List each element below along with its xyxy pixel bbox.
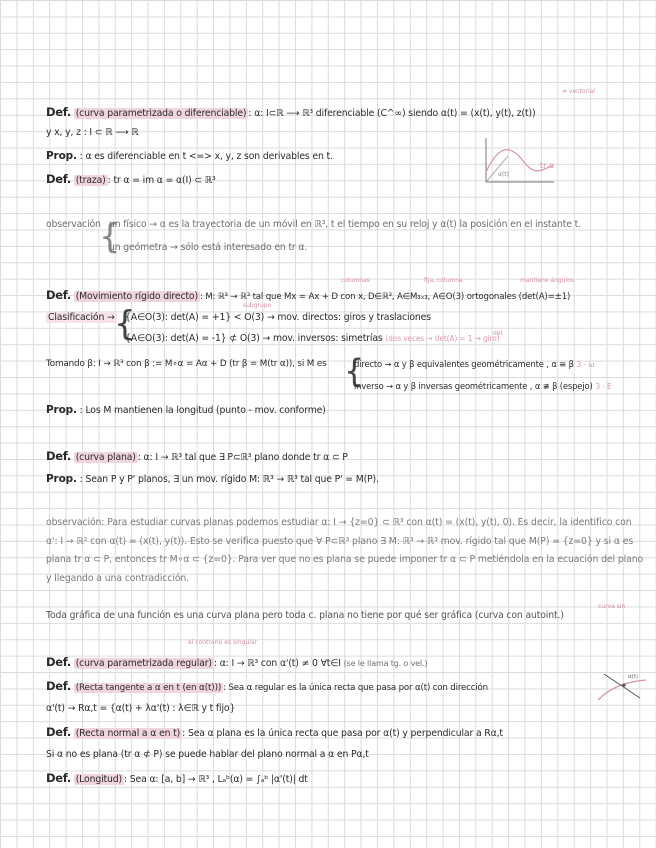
prop-body: : Sean P y P' planos, ∃ un mov. rígido M: ℝ³ → ℝ³ tal que P' = M(P). <box>79 474 379 485</box>
case1-note: 3 - ω <box>576 360 595 369</box>
def-title: (traza) <box>75 175 106 186</box>
annotation-det: det <box>493 330 503 337</box>
def-label: Def. <box>46 449 71 463</box>
def-title: (curva plana) <box>75 452 136 463</box>
def-body: : α: I → ℝ³ tal que ∃ P⊂ℝ³ plano donde tr α ⊂ P <box>137 452 348 463</box>
alpha-label: α(t) <box>498 171 509 178</box>
annotation-contrario: el contrario es singular <box>188 639 257 646</box>
case1-text: directo → α y β equivalentes geométricamente , α ≡ β <box>354 359 574 369</box>
definition-recta-normal <box>46 726 644 740</box>
tomando-brace: { <box>344 352 365 390</box>
tangent-point <box>622 683 625 686</box>
definition-recta-tangente <box>46 680 644 694</box>
clasif-item-directos: {A∈O(3): det(A) = +1} < O(3) → mov. directos: giros y traslaciones <box>125 312 431 323</box>
definition-curva-regular <box>46 656 644 670</box>
prop-label: Prop. <box>46 473 77 485</box>
tomando-case-inverso <box>354 380 644 393</box>
proposition-planos <box>46 473 644 486</box>
def-title: (curva parametrizada o diferenciable) <box>75 108 247 119</box>
definition-longitud <box>46 772 644 786</box>
tangent-figure <box>594 668 650 704</box>
clasif-brace: { <box>114 304 136 344</box>
def-title: (Movimiento rígido directo) <box>75 291 198 302</box>
def-label: Def. <box>46 679 71 693</box>
obs-line-2: un geómetra → sólo está interesado en tr α. <box>109 242 308 253</box>
def-label: Def. <box>46 655 71 669</box>
def-label: Def. <box>46 105 71 119</box>
def-body: : tr α = im α = α(I) ⊂ ℝ³ <box>107 175 216 186</box>
annotation-vectorial: ≠ vectorial <box>562 88 595 95</box>
obs-line-1: un físico → α es la trayectoria de un móvil en ℝ³, t el tiempo en su reloj y α(t) la posición en el instante t. <box>109 219 581 230</box>
observation-2-last: Toda gráfica de una función es una curva plana pero toda c. plana no tiene por qué ser gráfica (curva con autoint.) <box>46 610 564 621</box>
clasif-item-inversos <box>125 333 644 345</box>
trace-label: tr α <box>540 161 555 170</box>
clasif-item2-note: (dos veces → det(A) = 1 → giro) <box>385 334 500 343</box>
annotation-fija: fija, columna <box>424 277 463 284</box>
def-note: (se le llama tg. o vel.) <box>343 659 428 668</box>
tomando-case-directo <box>354 358 644 371</box>
def-body: : Sea α plana es la única recta que pasa por α(t) y perpendicular a Rα,t <box>182 728 503 739</box>
annotation-mantiene: mantiene ángulos <box>520 277 574 284</box>
def-title: (curva parametrizada regular) <box>75 658 212 669</box>
case2-note: 3 - E <box>595 382 612 391</box>
definition-curva-parametrizada <box>46 106 644 120</box>
position-vector <box>486 156 508 182</box>
tangent-label: α(t) <box>628 674 639 680</box>
definition-recta-normal-line2: Si α no es plana (tr α ⊄ P) se puede hablar del plano normal a α en Pα,t <box>46 749 369 760</box>
def-title: (Recta tangente a α en t (en α(t))) <box>75 683 222 693</box>
prop-label: Prop. <box>46 150 77 162</box>
def-label: Def. <box>46 288 71 302</box>
obs-brace: { <box>99 217 121 257</box>
def-label: Def. <box>46 771 71 785</box>
prop-label: Prop. <box>46 404 77 416</box>
clasif-label-text: Clasificación → <box>48 312 115 323</box>
def-title: (Recta normal a α en t) <box>75 728 181 739</box>
def-body: : α: I⊂ℝ ⟶ ℝ³ diferenciable (C^∞) siendo α(t) = (x(t), y(t), z(t)) <box>248 108 536 119</box>
obs-label: observación <box>46 219 101 230</box>
definition-movimiento-rigido <box>46 289 644 303</box>
clasif-item2-text: {A∈O(3): det(A) = -1} ⊄ O(3) → mov. inversos: simetrías <box>125 333 383 344</box>
proposition-longitud <box>46 404 644 417</box>
case2-text: inverso → α y β inversas geométricamente , α ≢ β (espejo) <box>354 381 593 391</box>
definition-recta-tangente-line2: α'(t) → Rα,t = {α(t) + λα'(t) : λ∈ℝ y t fijo} <box>46 703 236 714</box>
observation-2: observación: Para estudiar curvas planas podemos estudiar α: I → {z=0} ⊂ ℝ³ con α(t) = (x(t), y(t), 0). Es decir, la identifico con α': I → ℝ² con α(t) = (x(t), y(t)). Esto se verifica puesto que ∀ P⊂ℝ³ plano ∃ M: ℝ³ → ℝ³ mov. rígido tal que M(P) = {z=0} y si α es plana tr α ⊂ P, entonces tr M∘α ⊂ {z=0}. Para ver que no es plana se puede imponer tr α ⊂ P metiéndola en la ecuación del plano y llegando a una contradicción. <box>46 517 644 584</box>
def-body: : M: ℝ³ → ℝ³ tal que Mx = Ax + D con x, D∈ℝ³, A∈M₃ₓ₃, A∈O(3) ortogonales (det(A)=±1) <box>199 292 571 302</box>
annotation-columnas: columnas <box>341 277 370 284</box>
prop-body: : Los M mantienen la longitud (punto - mov. conforme) <box>79 405 326 416</box>
definition-curva-plana <box>46 450 644 464</box>
def-line2-text: y x, y, z : I ⊂ ℝ ⟶ ℝ <box>46 127 139 138</box>
def-label: Def. <box>46 172 71 186</box>
def-body: : Sea α: [a, b] → ℝ³ , Lₐᵇ(α) = ∫ₐᵇ |α'(t)| dt <box>123 774 308 785</box>
def-label: Def. <box>46 725 71 739</box>
tomando-text: Tomando β: I → ℝ³ con β := M∘α = Aα + D (tr β = M(tr α)), si M es <box>46 359 327 369</box>
annotation-subgrupo: subgrupo <box>243 302 272 309</box>
annotation-curva-sin: curva sin <box>598 603 626 610</box>
def-title: (Longitud) <box>75 774 122 785</box>
def-body: : Sea α regular es la única recta que pasa por α(t) con dirección <box>223 683 488 693</box>
def-body: : α: I → ℝ³ con α'(t) ≠ 0 ∀t∈I <box>213 658 341 669</box>
prop-body: : α es diferenciable en t <=> x, y, z son derivables en t. <box>79 151 333 162</box>
